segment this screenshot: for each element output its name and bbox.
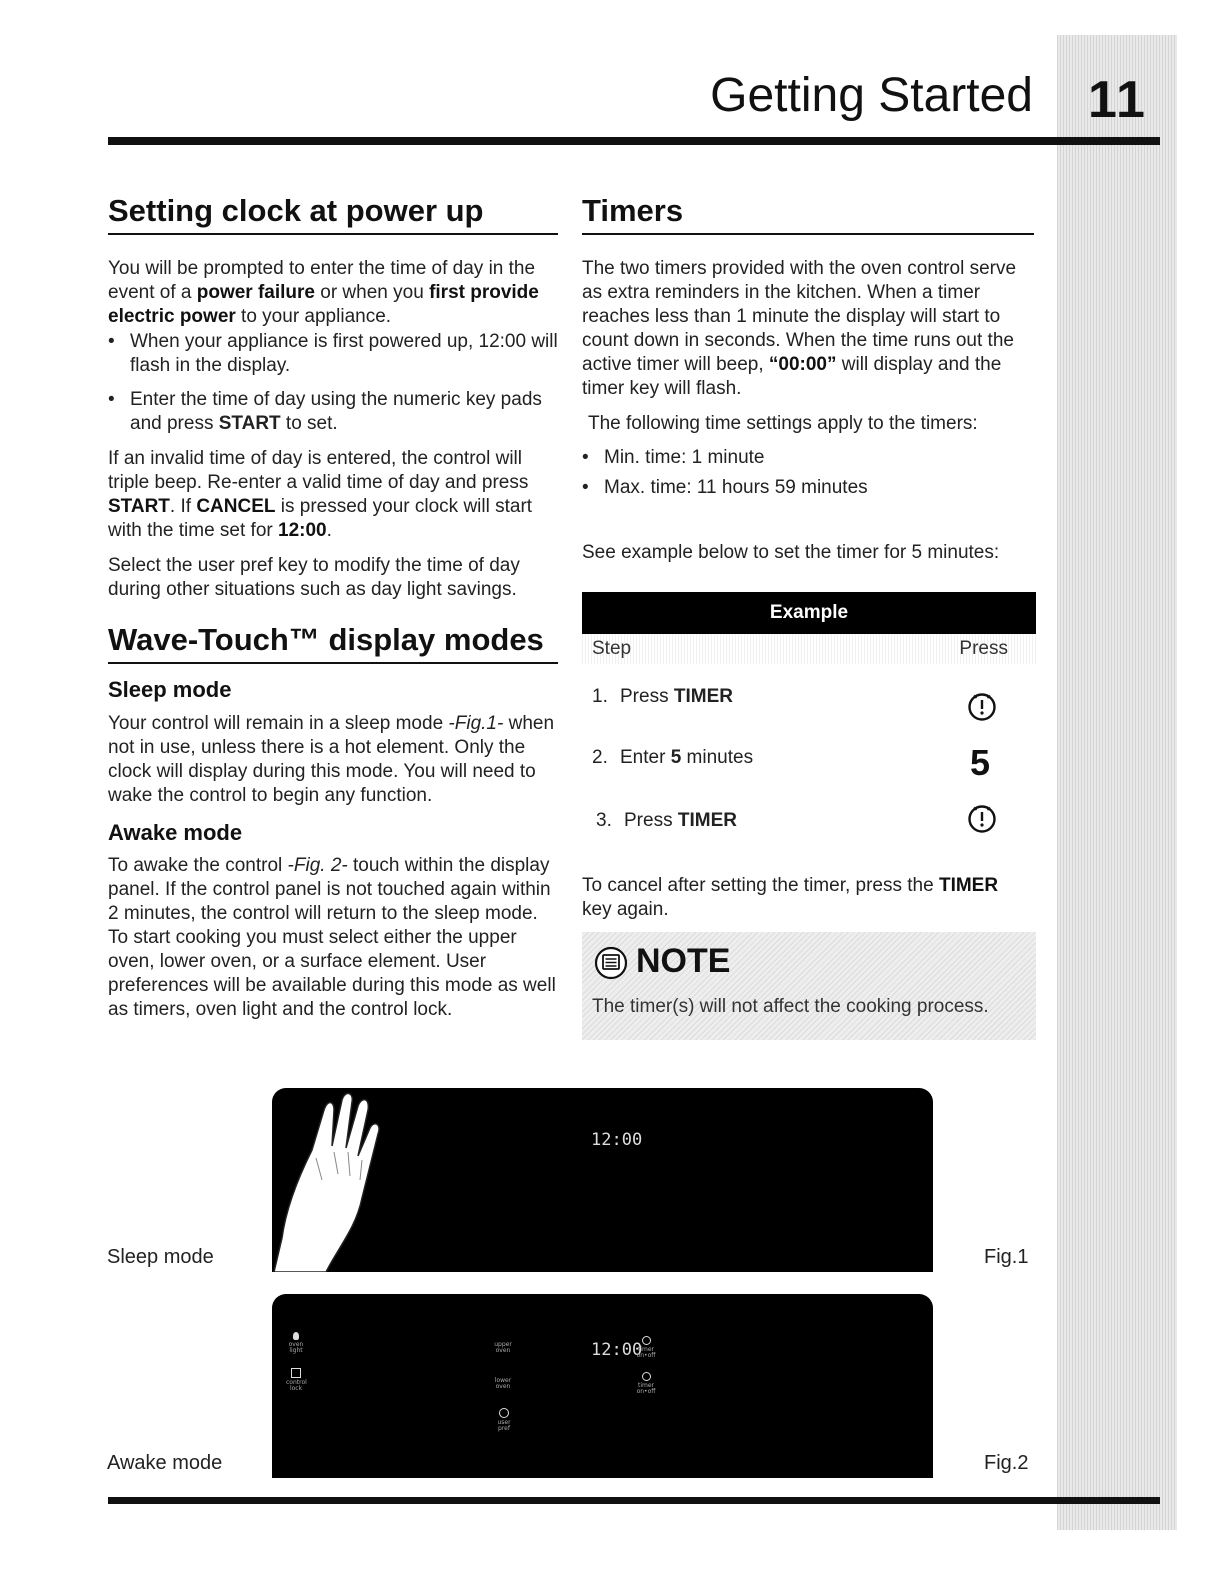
clock-bullet-1: • When your appliance is first powered up, 12:00 will flash in the display. — [108, 330, 575, 378]
cancel-paragraph: To cancel after setting the timer, press the TIMER key again. — [582, 875, 999, 920]
awake-mode-panel — [272, 1294, 933, 1478]
user-pref-label: user pref — [497, 1419, 511, 1432]
control-lock-label: control lock — [286, 1379, 307, 1392]
note-box — [582, 932, 1036, 1040]
clock-display: 12:00 — [591, 1340, 643, 1360]
timer-icon — [642, 1336, 651, 1345]
note-text: The timer(s) will not affect the cooking process. — [592, 996, 989, 1017]
fig1-caption-right: Fig.1 — [984, 1246, 1029, 1268]
example-header: Example — [582, 592, 1036, 634]
example-step-3 — [596, 810, 737, 832]
step-number: 3. — [596, 810, 612, 831]
oven-light-label: oven light — [288, 1341, 304, 1354]
fig2-caption-right: Fig.2 — [984, 1452, 1029, 1474]
numeric-key-5: 5 — [970, 742, 991, 783]
timer-1-label: timer on•off — [636, 1346, 656, 1359]
timers-paragraph-3: See example below to set the timer for 5 minutes: — [582, 542, 1000, 563]
section-title-clock: Setting clock at power up — [108, 193, 558, 235]
clock-bullet-2: • Enter the time of day using the numeric key pads and press START to set. — [108, 388, 575, 436]
clock-display: 12:00 — [591, 1130, 643, 1150]
step-text: Press TIMER — [620, 686, 733, 707]
awake-mode-heading: Awake mode — [108, 820, 243, 845]
hand-icon — [272, 1088, 402, 1272]
example-step-1 — [592, 686, 733, 708]
sleep-mode-panel — [272, 1088, 933, 1272]
timer-2-key[interactable] — [636, 1372, 656, 1395]
upper-oven-key[interactable]: upper oven — [494, 1341, 512, 1354]
side-tab — [1057, 35, 1177, 1530]
sleep-mode-paragraph: Your control will remain in a sleep mode -Fig.1- when not in use, unless there is a hot element. Only the clock will display during this mode. You will need to wake the control to begin any function. — [108, 713, 555, 806]
example-column-headers — [582, 634, 1036, 664]
timers-bullet-min: • Min. time: 1 minute — [582, 446, 1024, 470]
top-rule — [108, 137, 1160, 145]
clock-paragraph-3: Select the user pref key to modify the time of day during other situations such as day light savings. — [108, 555, 520, 600]
user-pref-icon — [499, 1408, 509, 1418]
timers-paragraph-1: The two timers provided with the oven control serve as extra reminders in the kitchen. When a timer reaches less than 1 minute the display will start to count down in seconds. When the time runs out the active timer will beep, “00:00” will display and the timer key will flash. — [582, 258, 1017, 399]
oven-light-key[interactable] — [286, 1332, 306, 1354]
step-column-header: Step — [592, 638, 632, 659]
control-lock-key[interactable] — [286, 1368, 306, 1392]
lock-icon — [291, 1368, 301, 1378]
timer-icon — [967, 692, 997, 722]
user-pref-key[interactable] — [494, 1408, 514, 1432]
note-title: NOTE — [636, 942, 731, 980]
page-number: 11 — [1088, 71, 1147, 129]
awake-mode-paragraph: To awake the control -Fig. 2- touch within the display panel. If the control panel is not touched again within 2 minutes, the control will return to the sleep mode. To start cooking you must select either the upper oven, lower oven, or a surface element. User preferences will be available during this mode as well as timers, oven light and the control lock. — [108, 855, 556, 1020]
clock-paragraph-1: You will be prompted to enter the time of day in the event of a power failure or when you first provide electric power to your appliance. — [108, 258, 539, 327]
light-bulb-icon — [293, 1332, 299, 1340]
page-title: Getting Started — [710, 69, 1033, 122]
bottom-rule — [108, 1497, 1160, 1504]
timer-icon — [967, 804, 997, 834]
fig1-caption-left: Sleep mode — [107, 1246, 214, 1268]
section-title-timers: Timers — [582, 193, 1034, 235]
fig2-caption-left: Awake mode — [107, 1452, 223, 1474]
lower-oven-key[interactable]: lower oven — [494, 1377, 512, 1390]
timer-1-key[interactable] — [636, 1336, 656, 1359]
step-text: Enter 5 minutes — [620, 747, 754, 768]
sleep-mode-heading: Sleep mode — [108, 677, 232, 702]
timers-bullet-max: • Max. time: 11 hours 59 minutes — [582, 476, 1024, 500]
note-icon — [594, 946, 628, 980]
step-text: Press TIMER — [624, 810, 737, 831]
clock-paragraph-2: If an invalid time of day is entered, the control will triple beep. Re-enter a valid time of day and press START. If CANCEL is pressed your clock will start with the time set for 12:00. — [108, 448, 533, 541]
example-step-2 — [592, 747, 753, 769]
section-title-wave-touch: Wave-Touch™ display modes — [108, 622, 558, 664]
press-column-header: Press — [959, 638, 1008, 659]
step-number: 2. — [592, 747, 608, 768]
timer-icon — [642, 1372, 651, 1381]
timers-paragraph-2: The following time settings apply to the timers: — [588, 413, 978, 434]
step-number: 1. — [592, 686, 608, 707]
timer-2-label: timer on•off — [636, 1382, 656, 1395]
